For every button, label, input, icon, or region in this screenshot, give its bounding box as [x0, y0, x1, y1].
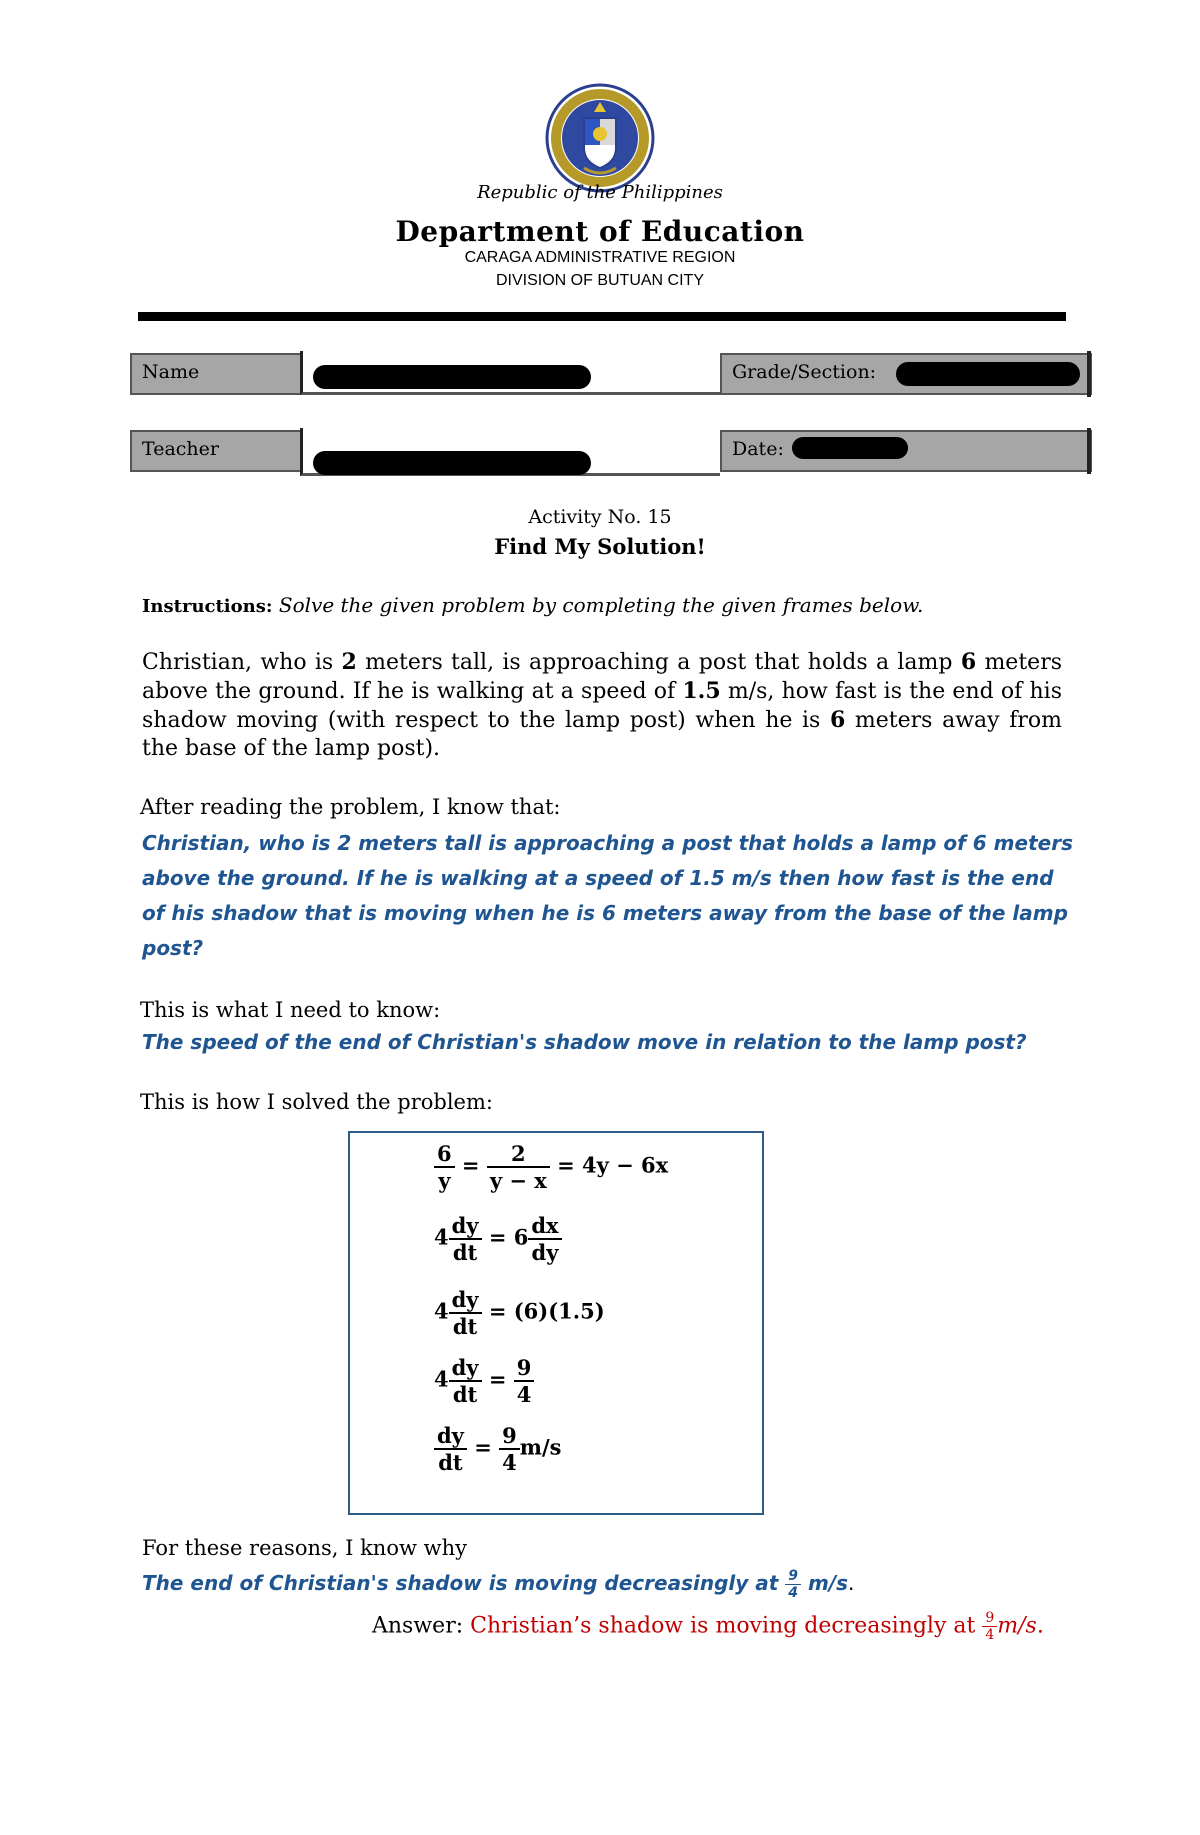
deped-seal-logo — [544, 82, 656, 194]
reasons-label: For these reasons, I know why — [142, 1536, 467, 1560]
grade-field-end — [1087, 351, 1091, 397]
problem-statement: Christian, who is 2 meters tall, is approaching a post that holds a lamp 6 meters above the ground. If he is walking at a speed of 1.5 m/s, how fast is the end of his shadow moving (with respect to the lamp post) when he is 6 meters away from the base of the lamp post). — [142, 649, 1062, 761]
equation-4: 4 $\frac{dy}{dt}$ = $\frac{9}{4}$ — [434, 1355, 534, 1407]
equation-1: $\frac{6}{y}$ = $\frac{2}{y - x}$ = 4y − 6x — [434, 1141, 668, 1193]
teacher-label: Teacher — [130, 430, 302, 472]
solution-label: This is how I solved the problem: — [140, 1090, 493, 1114]
activity-title: Find My Solution! — [494, 534, 706, 559]
final-answer: Answer: Christian’s shadow is moving decreasingly at $\frac{9}{4}$ m/s. — [372, 1610, 1044, 1643]
instructions-text: Solve the given problem by completing the given frames below. — [278, 593, 924, 617]
teacher-redaction — [313, 451, 591, 475]
know-answer: Christian, who is 2 meters tall is approaching a post that holds a lamp of 6 meters above the ground. If he is walking at a speed of 1.5 m/s then how fast is the end of his shadow that is moving when he is 6 meters away from the base of the lamp post? — [142, 831, 1073, 960]
grade-section-label: Grade/Section: — [720, 353, 1092, 395]
need-label: This is what I need to know: — [140, 998, 441, 1022]
equation-3: 4 $\frac{dy}{dt}$ = (6)(1.5) — [434, 1287, 605, 1339]
instructions — [142, 593, 923, 617]
name-label: Name — [130, 353, 302, 395]
teacher-field[interactable] — [300, 428, 720, 476]
equation-2: 4 $\frac{dy}{dt}$ = 6 $\frac{dx}{dy}$ — [434, 1213, 562, 1265]
grade-section-redaction[interactable] — [896, 362, 1080, 386]
date-redaction[interactable] — [792, 437, 908, 459]
department-heading: Department of Education — [395, 215, 805, 248]
know-label: After reading the problem, I know that: — [140, 795, 561, 819]
reasons-answer: The end of Christian's shadow is moving decreasingly at $\frac{9}{4}$ m/s. — [142, 1568, 855, 1601]
division-heading: DIVISION OF BUTUAN CITY — [495, 272, 704, 289]
name-redaction — [313, 365, 591, 389]
region-heading: CARAGA ADMINISTRATIVE REGION — [464, 249, 736, 266]
activity-number: Activity No. 15 — [528, 506, 672, 528]
header-divider — [138, 312, 1066, 321]
instructions-label: Instructions: — [142, 596, 273, 617]
solution-box — [348, 1131, 764, 1515]
date-field-end — [1087, 428, 1091, 474]
date-label: Date: — [720, 430, 1092, 472]
need-answer: The speed of the end of Christian's shadow move in relation to the lamp post? — [142, 1030, 1027, 1054]
name-field[interactable] — [300, 351, 720, 395]
republic-heading: Republic of the Philippines — [477, 182, 723, 203]
equation-5: $\frac{dy}{dt}$ = $\frac{9}{4}$ m/s — [434, 1423, 561, 1475]
